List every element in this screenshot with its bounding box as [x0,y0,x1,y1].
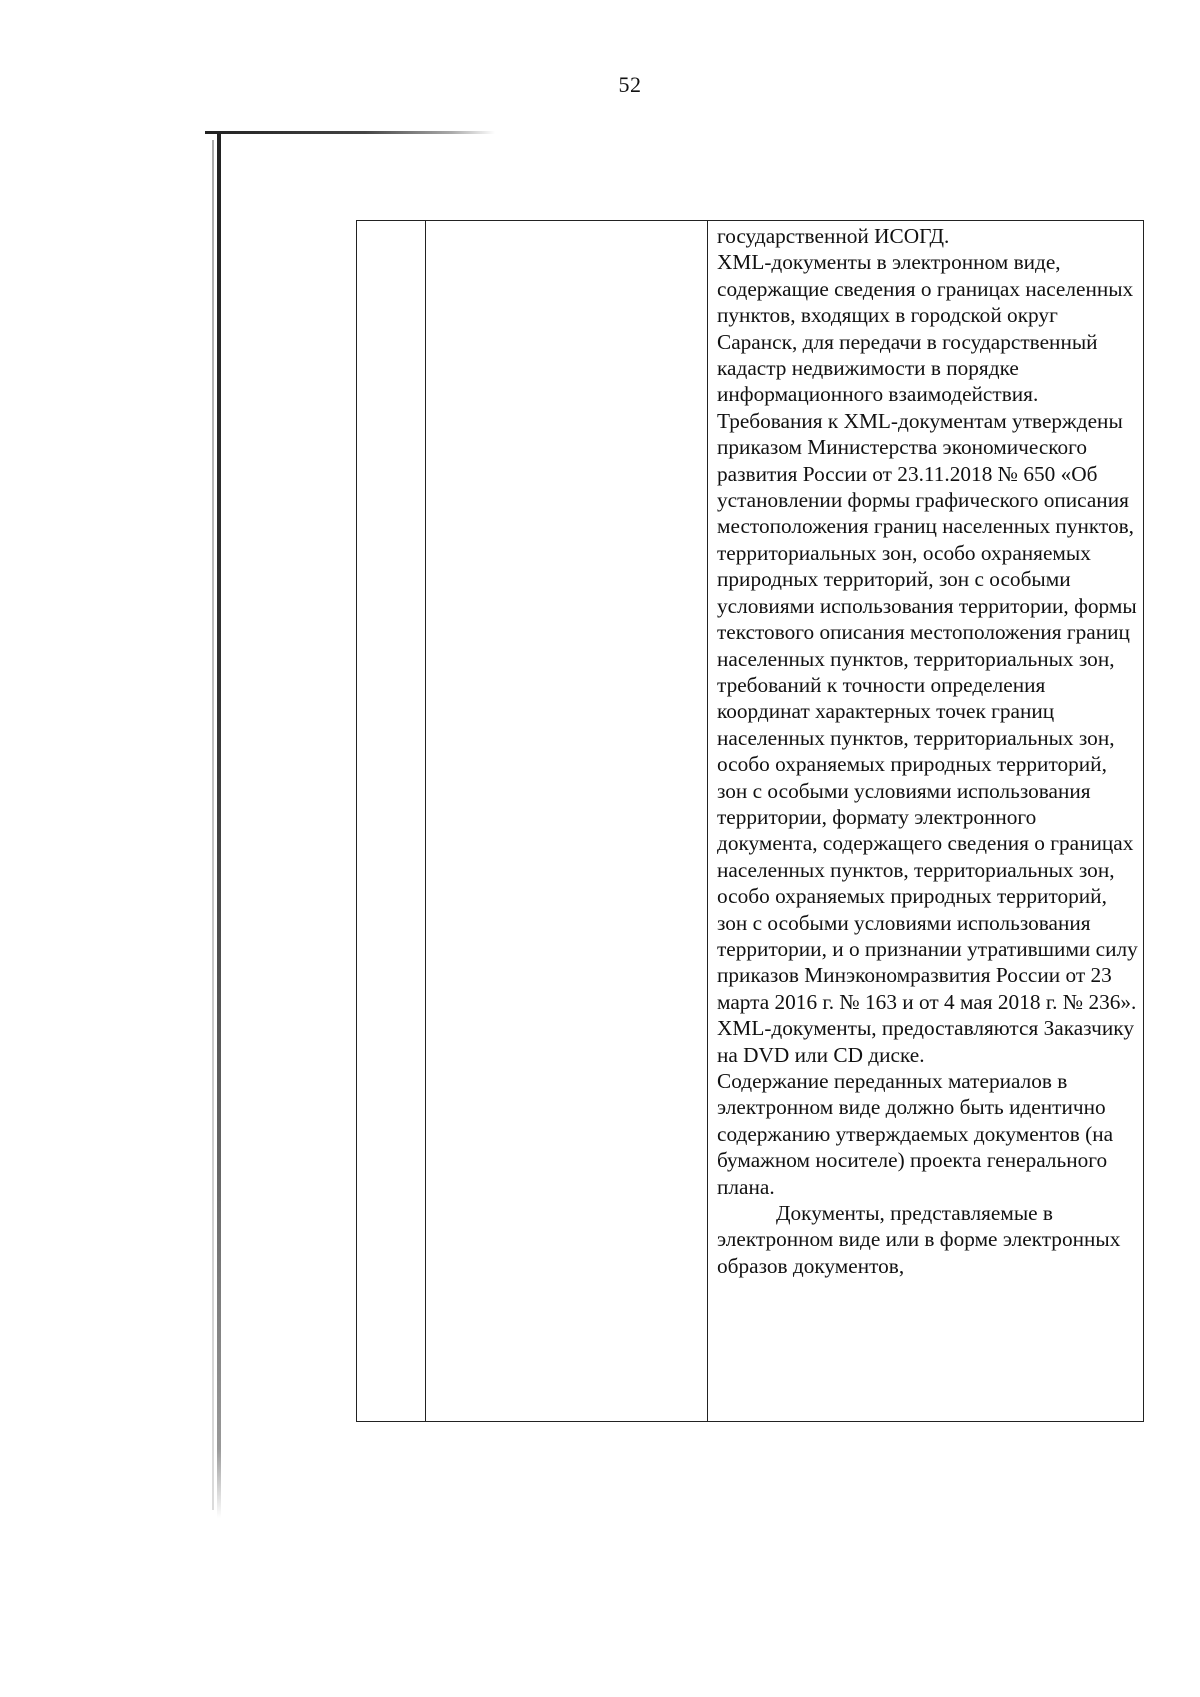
paragraph-requirements: Требования к XML-документам утверждены приказом Министерства экономического развития России от 23.11.2018 № 650 «Об установлении формы графического описания местоположения границ населенных пунктов, территориальных зон, особо охраняемых природных территорий, зон с особыми условиями использования территории, формы текстового описания местоположения границ населенных пунктов, территориальных зон, требований к точности определения координат характерных точек границ населенных пунктов, территориальных зон, особо охраняемых природных территорий, зон с особыми условиями использования территории, формату электронного документа, содержащего сведения о границах населенных пунктов, территориальных зон, особо охраняемых природных территорий, зон с особыми условиями использования территории, и о признании утратившими силу приказов Минэкономразвития России от 23 марта 2016 г. № 163 и от 4 мая 2018 г. № 236». [717,408,1138,1014]
scan-shadow-left-inner [212,140,214,1510]
paragraph-content-identity: Содержание переданных материалов в электронном виде должно быть идентично содержанию утверждаемых документов (на бумажном носителе) проекта генерального плана. [717,1069,1114,1199]
table-cell-number [357,221,426,1422]
paragraph-electronic-documents: Документы, представляемые в электронном виде или в форме электронных образов документов, [717,1201,1121,1278]
paragraph-isogd: государственной ИСОГД. [717,224,950,248]
table-row [357,221,1144,1422]
table-cell-name [426,221,708,1422]
requirements-table [356,220,1144,1422]
paragraph-xml-delivery: XML-документы, предоставляются Заказчику на DVD или CD диске. [717,1016,1134,1067]
cell-text-block [708,221,1143,1279]
paragraph-xml-documents: XML-документы в электронном виде, содержащие сведения о границах населенных пунктов, входящих в городской округ Саранск, для передачи в государственный кадастр недвижимости в порядке информационного взаимодействия. [717,250,1134,407]
scan-shadow-left [217,133,221,1518]
page-number: 52 [618,72,642,97]
table-cell-content [708,221,1144,1422]
scan-shadow-top [205,131,495,134]
